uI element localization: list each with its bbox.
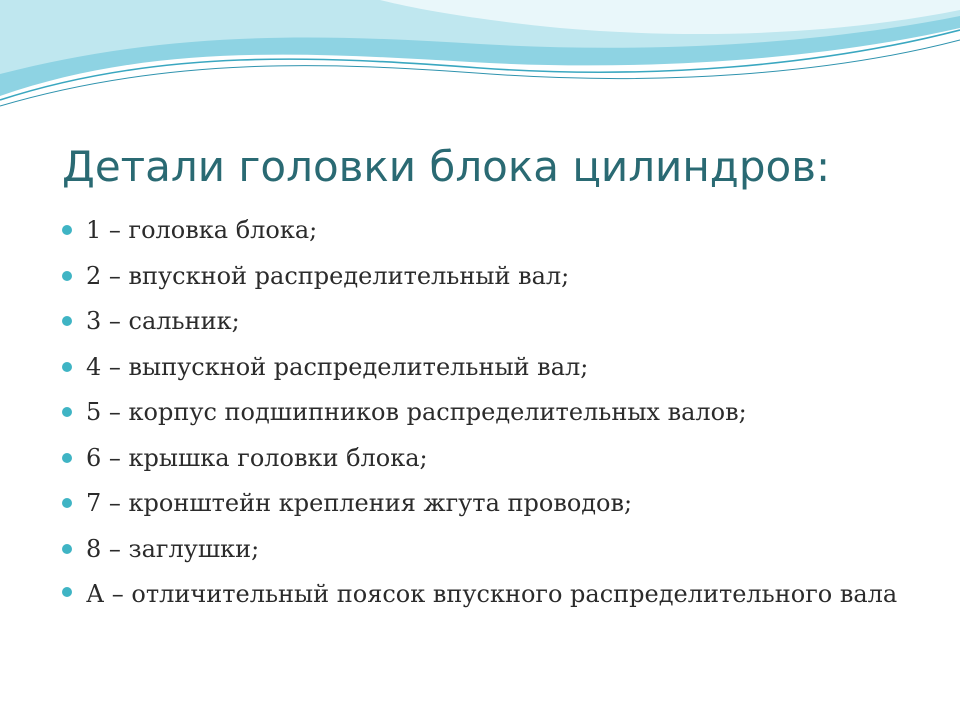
list-item xyxy=(62,208,922,254)
bullet-icon xyxy=(62,407,72,417)
bullet-icon xyxy=(62,453,72,463)
list-item xyxy=(62,572,922,614)
list-item-text: 2 – впускной распределительный вал; xyxy=(86,261,570,290)
bullet-icon xyxy=(62,225,72,235)
list-item xyxy=(62,254,922,300)
list-item-text: А – отличительный поясок впускного распределительного вала xyxy=(86,580,898,608)
list-item xyxy=(62,390,922,436)
list-item xyxy=(62,345,922,391)
list-item-text: 8 – заглушки; xyxy=(86,534,260,563)
list-item xyxy=(62,436,922,482)
bullet-icon xyxy=(62,271,72,281)
bullet-icon xyxy=(62,498,72,508)
bullet-list xyxy=(62,208,922,614)
bullet-icon xyxy=(62,316,72,326)
list-item xyxy=(62,481,922,527)
list-item-text: 4 – выпускной распределительный вал; xyxy=(86,352,589,381)
page-title: Детали головки блока цилиндров: xyxy=(62,142,831,191)
bullet-icon xyxy=(62,362,72,372)
bullet-icon xyxy=(62,587,72,597)
list-item-text: 7 – кронштейн крепления жгута проводов; xyxy=(86,489,633,517)
wave-header-decoration xyxy=(0,0,960,130)
list-item-text: 6 – крышка головки блока; xyxy=(86,443,428,472)
bullet-icon xyxy=(62,544,72,554)
list-item-text: 1 – головка блока; xyxy=(86,216,318,244)
list-item-text: 3 – сальник; xyxy=(86,307,240,335)
list-item xyxy=(62,299,922,345)
list-item-text: 5 – корпус подшипников распределительных валов; xyxy=(86,398,747,426)
list-item xyxy=(62,527,922,573)
